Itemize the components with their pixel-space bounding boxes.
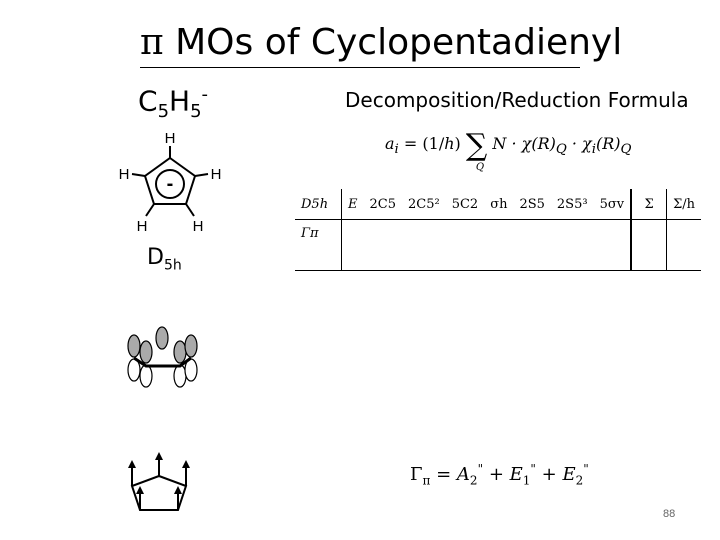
arrow-head (136, 486, 144, 494)
irrep-a-sub: 2 (469, 473, 478, 488)
plus-sign: + (535, 464, 563, 485)
table-cell: Γπ (295, 220, 342, 271)
table-header-cell: Σ (631, 189, 667, 220)
reduction-formula (385, 128, 632, 173)
bond-h-right (195, 174, 208, 176)
formula-equals: = (1/ (398, 134, 445, 153)
arrow-head (128, 460, 136, 468)
formula-chi: · χ (566, 134, 592, 153)
table-cell (513, 220, 550, 271)
title-pi-symbol: π (140, 22, 164, 63)
gamma-symbol: Γ (410, 464, 423, 485)
p-orbital-diagram (124, 322, 204, 392)
title-text: MOs of Cyclopentadienyl (163, 22, 623, 63)
table-header-cell: 2S5³ (551, 189, 594, 220)
orbital-lobe-upper (185, 335, 197, 357)
formula-c: C (138, 84, 158, 118)
irrep-e1: E (509, 464, 523, 485)
table-header-cell: Σ/h (667, 189, 702, 220)
formula-tail: (R) (596, 134, 621, 153)
table-header-cell: 5C2 (446, 189, 485, 220)
formula-body: N · χ(R) (487, 134, 556, 153)
character-table (295, 189, 701, 271)
formula-charge: - (201, 84, 209, 105)
irrep-a-sup: " (477, 462, 484, 476)
point-group-d: D (147, 245, 164, 270)
table-header-cell: 2C5² (402, 189, 446, 220)
formula-c-sub: 5 (157, 100, 170, 122)
point-group-label (147, 245, 182, 273)
h-label-top: H (164, 130, 176, 147)
h-label-bottom-left: H (136, 218, 148, 235)
bond-h-left (132, 174, 145, 176)
orbital-lobe-upper (128, 335, 140, 357)
irrep-e2-sup: " (583, 462, 589, 476)
formula-a-sub: i (394, 142, 399, 158)
gamma-reduction-result (410, 462, 589, 488)
point-group-sub: 5h (163, 257, 182, 274)
table-cell (484, 220, 513, 271)
irrep-e2-sub: 2 (575, 473, 584, 488)
sum-glyph: ∑ (465, 128, 488, 163)
table-header-cell: 2C5 (364, 189, 403, 220)
page-number: 88 (663, 508, 676, 520)
title-underline (140, 67, 580, 68)
formula-h-order: h (444, 134, 455, 153)
orbital-lobe-upper (156, 327, 168, 349)
table-cell (402, 220, 446, 271)
table-cell (446, 220, 485, 271)
orbital-lobe-upper (174, 341, 186, 363)
orbital-lobe-lower (174, 365, 186, 387)
table-header-cell: 5σv (594, 189, 632, 220)
arrow-head (174, 486, 182, 494)
vector-basis-diagram (114, 452, 204, 522)
h-label-bottom-right: H (192, 218, 204, 235)
table-header-row (295, 189, 701, 220)
orbital-lobe-lower (140, 365, 152, 387)
arrow-head (182, 460, 190, 468)
irrep-e1-sup: " (530, 462, 536, 476)
bond-h-bottom-right (186, 204, 194, 216)
sum-index: Q (475, 162, 485, 173)
table-header-cell: 2S5 (513, 189, 550, 220)
slide-title (140, 22, 622, 63)
table-cell (551, 220, 594, 271)
decomposition-label: Decomposition/Reduction Formula (345, 88, 689, 112)
formula-h-sub: 5 (190, 100, 202, 122)
gamma-equals: = (430, 464, 457, 485)
molecular-formula (138, 84, 208, 122)
table-header-cell: D5h (295, 189, 342, 220)
formula-close-paren: ) (454, 134, 461, 153)
table-header-cell: E (342, 189, 364, 220)
arrow-head (155, 452, 163, 460)
formula-chi-sub: i (591, 142, 597, 158)
orbital-lobe-upper (140, 341, 152, 363)
table-cell (342, 220, 364, 271)
formula-h: H (169, 84, 191, 118)
plus-sign: + (483, 464, 510, 485)
irrep-e1-sub: 1 (522, 473, 531, 488)
table-row (295, 220, 701, 271)
irrep-e2: E (562, 464, 576, 485)
h-label-right: H (210, 166, 222, 183)
cyclopentadienyl-structure (112, 128, 242, 238)
sum-symbol (465, 128, 488, 173)
irrep-a: A (456, 464, 470, 485)
charge-label: - (166, 173, 174, 195)
table-cell (594, 220, 632, 271)
formula-body-sub: Q (555, 142, 567, 158)
bond-h-bottom-left (146, 204, 154, 216)
table-cell (667, 220, 702, 271)
gamma-sub: π (422, 473, 431, 488)
h-label-left: H (118, 166, 130, 183)
formula-a: a (385, 134, 395, 153)
table-cell (631, 220, 667, 271)
formula-tail-sub: Q (620, 142, 632, 158)
table-header-cell: σh (484, 189, 513, 220)
table-cell (364, 220, 403, 271)
